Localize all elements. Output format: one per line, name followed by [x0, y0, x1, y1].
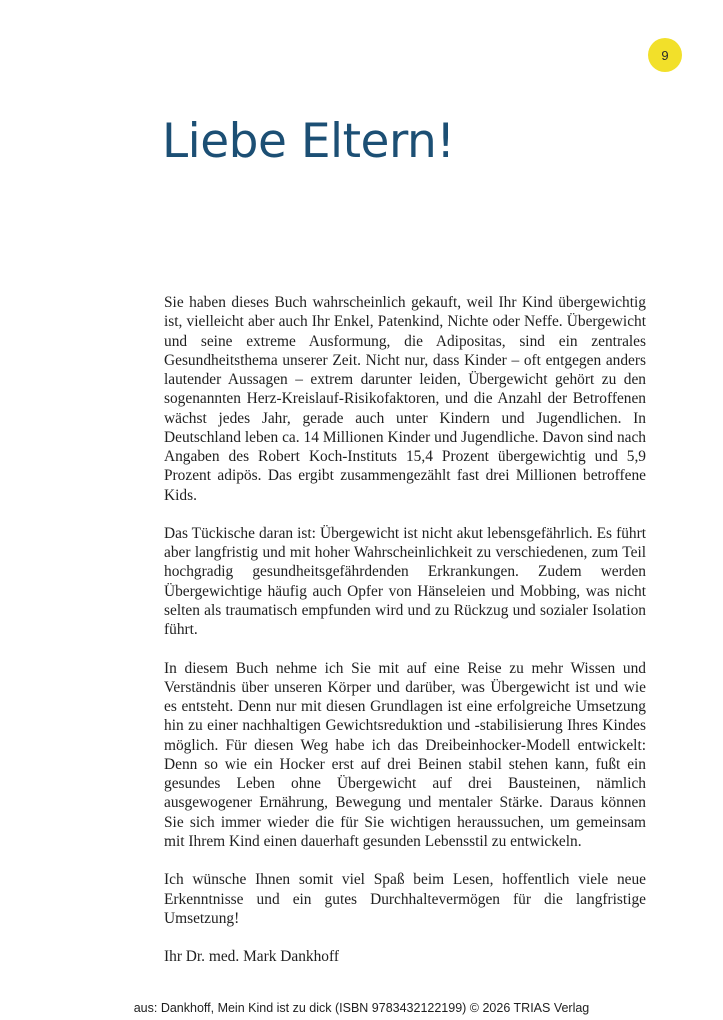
paragraph-1: Sie haben dieses Buch wahrscheinlich gekauft, weil Ihr Kind übergewichtig ist, vielleicht aber auch Ihr Enkel, Patenkind, Nichte oder Neffe. Übergewicht und seine extreme Ausformung, die Adipositas, sind ein zentrales Gesundheitsthema unserer Zeit. Nicht nur, dass Kinder – oft entgegen anders lautender Aussagen – extrem darunter leiden, Übergewicht gehört zu den sogenannten Herz-Kreislauf-Risikofaktoren, und die Anzahl der Betroffenen wächst jedes Jahr, gerade auch unter Kindern und Jugendlichen. In Deutschland leben ca. 14 Millionen Kinder und Jugendliche. Davon sind nach Angaben des Robert Koch-Instituts 15,4 Prozent übergewichtig und 5,9 Prozent adipös. Das ergibt zusammengezählt fast drei Millionen betroffene Kids. [164, 294, 646, 504]
page-number: 9 [661, 47, 669, 63]
signature: Ihr Dr. med. Mark Dankhoff [164, 948, 339, 966]
letter-body [164, 293, 646, 986]
paragraph-2: Das Tückische daran ist: Übergewicht ist nicht akut lebensgefährlich. Es führt aber langfristig und mit hoher Wahrscheinlichkeit zu verschiedenen, zum Teil hochgradig gesundheitsgefährdenden Erkrankungen. Zudem werden Übergewichtige häufig auch Opfer von Hänseleien und Mobbing, was nicht selten als traumatisch empfunden wird und zu Rückzug und sozialer Isolation führt. [164, 524, 646, 639]
paragraph-3: In diesem Buch nehme ich Sie mit auf eine Reise zu mehr Wissen und Verständnis über unseren Körper und darüber, was Übergewicht ist und wie es entsteht. Denn nur mit diesen Grundlagen ist eine erfolgreiche Umsetzung hin zu einer nachhaltigen Gewichtsreduktion und -stabilisierung Ihres Kindes möglich. Für diesen Weg habe ich das Dreibeinhocker-Modell entwickelt: Denn so wie ein Hocker erst auf drei Beinen stabil stehen kann, fußt ein gesundes Leben ohne Übergewicht auf drei Bausteinen, nämlich ausgewogener Ernährung, Bewegung und mentaler Stärke. Daraus können Sie sich immer wieder die für Sie wichtigen heraussuchen, um gemeinsam mit Ihrem Kind einen dauerhaft gesunden Lebensstil zu entwickeln. [164, 659, 646, 850]
page-title: Liebe Eltern! [162, 114, 455, 169]
page-number-badge [648, 38, 682, 72]
citation-footer: aus: Dankhoff, Mein Kind ist zu dick (ISBN 9783432122199) © 2026 TRIAS Verlag [133, 1001, 590, 1015]
paragraph-4: Ich wünsche Ihnen somit viel Spaß beim Lesen, hoffentlich viele neue Erkenntnisse und ein gutes Durchhaltevermögen für die langfristige Umsetzung! [164, 871, 646, 927]
